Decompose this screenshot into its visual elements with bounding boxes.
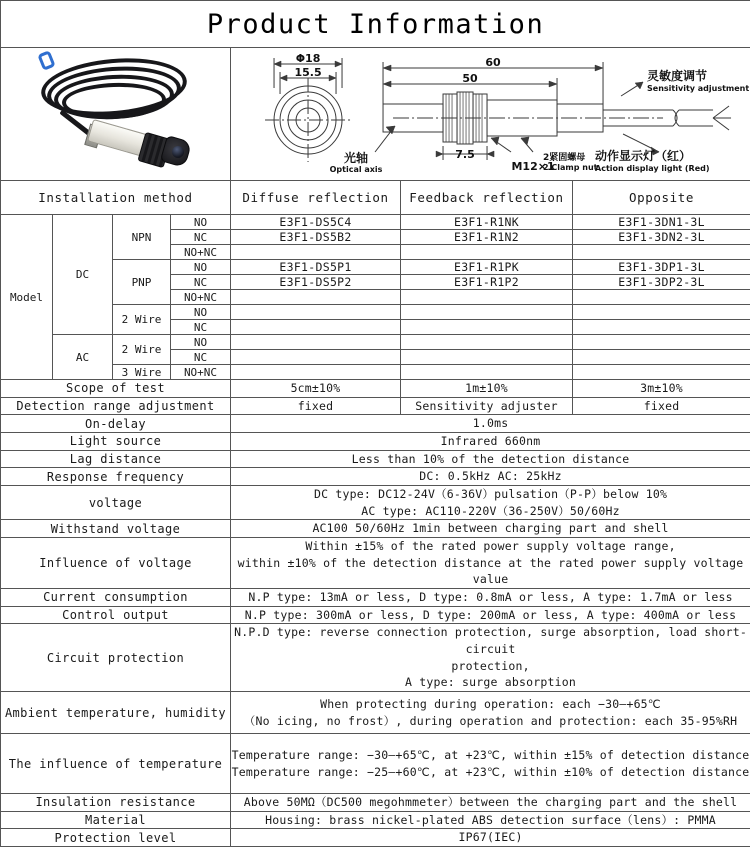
spec-label-detection-range-adjustment: Detection range adjustment (1, 397, 231, 415)
table-row (1, 468, 750, 486)
voltage-line-dc: DC type: DC12-24V（6-36V）pulsation（P-P）below 10% (231, 486, 750, 503)
row-label-dc-2wire: 2 Wire (113, 305, 171, 335)
voltage-line-ac: AC type: AC110-220V（36-250V）50/60Hz (231, 503, 750, 520)
contact-no: NO (171, 215, 231, 230)
model-ac3w-nonc-feedback (401, 365, 573, 380)
dim-inner-label: 15.5 (294, 66, 321, 79)
model-npn-nc-diffuse: E3F1-DS5B2 (231, 230, 401, 245)
contact-nc: NC (171, 230, 231, 245)
table-row (1, 486, 750, 520)
cable-coil-graphic (35, 57, 190, 129)
media-row (1, 48, 750, 181)
spec-value-influence-of-voltage (231, 538, 750, 589)
spec-value-current-consumption: N.P type: 13mA or less, D type: 0.8mA or less, A type: 1.7mA or less (231, 589, 750, 607)
contact-no: NO (171, 260, 231, 275)
spec-detection-feedback: Sensitivity adjuster (401, 397, 573, 415)
spec-label-response-frequency: Response frequency (1, 468, 231, 486)
contact-no: NO (171, 305, 231, 320)
model-ac3w-nonc-diffuse (231, 365, 401, 380)
spec-value-circuit-protection (231, 624, 750, 692)
spec-label-protection-level: Protection level (1, 829, 231, 847)
model-dc2w-nc-opposite (573, 320, 750, 335)
dim-nut-width: 7.5 (455, 148, 475, 161)
model-npn-nonc-opposite (573, 245, 750, 260)
model-npn-nc-opposite: E3F1-3DN2-3L (573, 230, 750, 245)
table-row (1, 433, 750, 451)
table-row (1, 811, 750, 829)
row-label-pnp: PNP (113, 260, 171, 305)
model-npn-no-opposite: E3F1-3DN1-3L (573, 215, 750, 230)
callout-sensitivity-cn: 灵敏度调节 (647, 68, 707, 83)
spec-label-light-source: Light source (1, 433, 231, 451)
model-npn-nonc-feedback (401, 245, 573, 260)
contact-nc: NC (171, 350, 231, 365)
spec-value-insulation-resistance: Above 50MΩ（DC500 megohmmeter）between the charging part and the shell (231, 794, 750, 812)
contact-nc: NC (171, 320, 231, 335)
callout-clamp-nut-cn: 2紧固螺母 (543, 151, 585, 163)
table-row (1, 450, 750, 468)
spec-value-withstand-voltage: AC100 50/60Hz 1min between charging part and shell (231, 520, 750, 538)
spec-scope-feedback: 1m±10% (401, 380, 573, 398)
row-label-dc: DC (53, 215, 113, 335)
callout-display-light-en: Action display light (Red) (595, 164, 709, 173)
influence-temp-line1: Temperature range: −30—+65℃, at +23℃, within ±15% of detection distance (231, 747, 750, 764)
product-photo (1, 51, 230, 177)
spec-value-voltage (231, 486, 750, 520)
spec-value-on-delay: 1.0ms (231, 415, 750, 433)
title-row (1, 1, 750, 48)
spec-value-ambient-temperature (231, 692, 750, 734)
table-row (1, 692, 750, 734)
spec-detection-opposite: fixed (573, 397, 750, 415)
table-row (1, 380, 750, 398)
spec-scope-diffuse: 5cm±10% (231, 380, 401, 398)
spec-value-response-frequency: DC: 0.5kHz AC: 25kHz (231, 468, 750, 486)
contact-nonc: NO+NC (171, 290, 231, 305)
model-npn-nonc-diffuse (231, 245, 401, 260)
contact-no: NO (171, 335, 231, 350)
contact-nc: NC (171, 275, 231, 290)
row-label-ac-2wire: 2 Wire (113, 335, 171, 365)
row-label-npn: NPN (113, 215, 171, 260)
callout-optical-axis-cn: 光轴 (344, 150, 368, 165)
model-npn-no-diffuse: E3F1-DS5C4 (231, 215, 401, 230)
table-row (1, 397, 750, 415)
row-label-ac: AC (53, 335, 113, 380)
spec-value-material: Housing: brass nickel-plated ABS detection surface（lens）: PMMA (231, 811, 750, 829)
spec-label-influence-of-temperature: The influence of temperature (1, 734, 231, 794)
model-ac2w-nc-opposite (573, 350, 750, 365)
spec-label-withstand-voltage: Withstand voltage (1, 520, 231, 538)
table-row (1, 335, 750, 350)
model-ac2w-no-opposite (573, 335, 750, 350)
header-installation-method: Installation method (1, 181, 231, 215)
spec-scope-opposite: 3m±10% (573, 380, 750, 398)
influence-voltage-line2: within ±10% of the detection distance at the rated power supply voltage value (231, 555, 750, 588)
model-npn-nc-feedback: E3F1-R1N2 (401, 230, 573, 245)
dim-diameter-label: Φ18 (296, 52, 321, 65)
spec-value-protection-level: IP67(IEC) (231, 829, 750, 847)
contact-nonc: NO+NC (171, 245, 231, 260)
spec-label-ambient-temperature: Ambient temperature, humidity (1, 692, 231, 734)
spec-label-material: Material (1, 811, 231, 829)
model-pnp-no-diffuse: E3F1-DS5P1 (231, 260, 401, 275)
model-npn-no-feedback: E3F1-R1NK (401, 215, 573, 230)
spec-label-control-output: Control output (1, 606, 231, 624)
spec-value-lag-distance: Less than 10% of the detection distance (231, 450, 750, 468)
table-row (1, 305, 750, 320)
spec-value-control-output: N.P type: 300mA or less, D type: 200mA or less, A type: 400mA or less (231, 606, 750, 624)
model-dc2w-no-diffuse (231, 305, 401, 320)
page-title-cell (1, 1, 750, 48)
table-row (1, 520, 750, 538)
callout-clamp-nut-en: 2 Clamp nut (543, 163, 598, 172)
model-pnp-nc-opposite: E3F1-3DP2-3L (573, 275, 750, 290)
model-pnp-nc-feedback: E3F1-R1P2 (401, 275, 573, 290)
model-pnp-no-feedback: E3F1-R1PK (401, 260, 573, 275)
header-feedback-reflection: Feedback reflection (401, 181, 573, 215)
influence-temp-line2: Temperature range: −25—+60℃, at +23℃, within ±10% of detection distance (231, 764, 750, 781)
model-dc2w-nc-feedback (401, 320, 573, 335)
table-row (1, 415, 750, 433)
table-row (1, 734, 750, 794)
contact-nonc: NO+NC (171, 365, 231, 380)
ambient-temp-line2: （No icing, no frost）, during operation and protection: each 35-95%RH (231, 713, 750, 730)
model-pnp-nonc-opposite (573, 290, 750, 305)
spec-label-current-consumption: Current consumption (1, 589, 231, 607)
row-label-ac-3wire: 3 Wire (113, 365, 171, 380)
table-row (1, 829, 750, 847)
header-opposite: Opposite (573, 181, 750, 215)
spec-label-scope-of-test: Scope of test (1, 380, 231, 398)
model-pnp-no-opposite: E3F1-3DP1-3L (573, 260, 750, 275)
dimension-drawing (231, 48, 750, 176)
table-row (1, 260, 750, 275)
spec-value-influence-of-temperature (231, 734, 750, 794)
table-row (1, 215, 750, 230)
circuit-protection-line3: A type: surge absorption (231, 674, 750, 691)
model-pnp-nonc-diffuse (231, 290, 401, 305)
model-dc2w-no-feedback (401, 305, 573, 320)
ambient-temp-line1: When protecting during operation: each −30—+65℃ (231, 696, 750, 713)
model-ac3w-nonc-opposite (573, 365, 750, 380)
spec-label-on-delay: On-delay (1, 415, 231, 433)
callout-display-light-cn: 动作显示灯（红） (595, 148, 691, 163)
model-pnp-nonc-feedback (401, 290, 573, 305)
table-row (1, 365, 750, 380)
dimension-drawing-cell (231, 48, 750, 181)
dim-body-length: 50 (462, 72, 478, 85)
model-dc2w-nc-diffuse (231, 320, 401, 335)
spec-label-insulation-resistance: Insulation resistance (1, 794, 231, 812)
row-label-model: Model (1, 215, 53, 380)
spec-label-lag-distance: Lag distance (1, 450, 231, 468)
circuit-protection-line2: protection, (231, 658, 750, 675)
spec-label-voltage: voltage (1, 486, 231, 520)
table-row (1, 794, 750, 812)
spec-detection-diffuse: fixed (231, 397, 401, 415)
callout-optical-axis-en: Optical axis (330, 165, 383, 174)
spec-label-circuit-protection: Circuit protection (1, 624, 231, 692)
influence-voltage-line1: Within ±15% of the rated power supply voltage range, (231, 538, 750, 555)
spec-value-light-source: Infrared 660nm (231, 433, 750, 451)
product-photo-cell (1, 48, 231, 181)
model-dc2w-no-opposite (573, 305, 750, 320)
dim-total-length: 60 (485, 56, 501, 69)
model-ac2w-no-feedback (401, 335, 573, 350)
model-ac2w-nc-feedback (401, 350, 573, 365)
table-row (1, 589, 750, 607)
table-row (1, 606, 750, 624)
spec-label-influence-of-voltage: Influence of voltage (1, 538, 231, 589)
model-ac2w-no-diffuse (231, 335, 401, 350)
thread-label: M12×1 (511, 160, 554, 173)
callout-sensitivity-en: Sensitivity adjustment (647, 84, 749, 93)
model-pnp-nc-diffuse: E3F1-DS5P2 (231, 275, 401, 290)
model-ac2w-nc-diffuse (231, 350, 401, 365)
page-title: Product Information (207, 9, 544, 40)
table-row (1, 624, 750, 692)
circuit-protection-line1: N.P.D type: reverse connection protection, surge absorption, load short-circuit (231, 624, 750, 657)
header-diffuse-reflection: Diffuse reflection (231, 181, 401, 215)
column-header-row (1, 181, 750, 215)
table-row (1, 538, 750, 589)
